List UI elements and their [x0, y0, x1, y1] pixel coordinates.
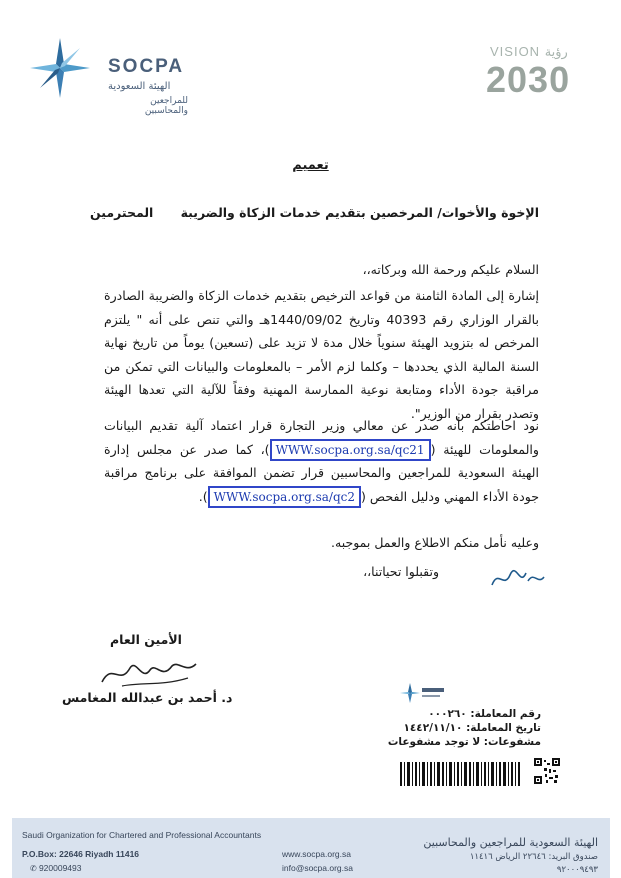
- paragraph-1: إشارة إلى المادة الثامنة من قواعد الترخيص بتقديم خدمات الزكاة والضريبة الصادرة بالقرار الوزاري رقم 40393 وتاريخ 1440/09/02هـ والتي تنص على أنه " يلتزم المرخص له بتزويد الهيئة سنوياً خلال مدة لا تزيد على (تسعين) يوماً من تاريخ نهاية السنة المالية الذي يحددها – وكلما لزم الأمر – بالمعلومات والبيانات التي تمكن من مراقبة جودة الأداء ومتابعة نوعية الممارسة المهنية وفقاً للآلية التي تعدها الهيئة وتصدر بقرار من الوزير".: [104, 288, 540, 421]
- handwritten-signature: [92, 652, 202, 692]
- letter-heading: تعميم: [292, 158, 329, 173]
- paragraph-2: [104, 414, 539, 508]
- footer-website[interactable]: www.socpa.org.sa: [282, 849, 351, 859]
- socpa-arabic-name: الهيئة السعودية: [108, 81, 171, 92]
- footer-phone-number: 920009493: [38, 863, 82, 873]
- socpa-name: SOCPA: [108, 56, 185, 77]
- footer-org-english: Saudi Organization for Chartered and Professional Accountants: [22, 830, 262, 840]
- socpa-star-icon: [28, 36, 92, 100]
- socpa-mini-logo: [400, 682, 446, 704]
- vision-2030-logo: [484, 44, 596, 106]
- signatory-title: الأمين العام: [110, 632, 182, 647]
- closing-regards: وتقبلوا تحياتنا،،: [363, 564, 439, 579]
- paragraph-2-part-1: نود احاطتكم بأنه صدر عن معالي وزير التجارة قرار اعتماد آلية تقديم البيانات والمعلومات للهيئة (: [104, 418, 539, 457]
- socpa-arabic-subname: للمراجعين والمحاسبين: [144, 96, 188, 116]
- footer-po-box-arabic: صندوق البريد: ٢٢٦٤٦ الرياض ١١٤١٦: [469, 852, 598, 862]
- vision-label: VISION رؤية: [490, 44, 568, 59]
- phone-icon: ✆: [30, 864, 39, 873]
- footer-email[interactable]: info@socpa.org.sa: [282, 863, 354, 873]
- transaction-attachments: مشفوعات: لا توجد مشفوعات: [387, 736, 541, 748]
- qc2-link[interactable]: WWW.socpa.org.sa/qc2: [208, 486, 361, 508]
- vision-year: 2030: [486, 59, 571, 100]
- qr-code-icon: [534, 758, 560, 784]
- barcode-icon: [400, 762, 520, 786]
- footer-org-arabic: الهيئة السعودية للمراجعين والمحاسبين: [423, 836, 598, 849]
- greeting: السلام عليكم ورحمة الله وبركاته،،: [362, 262, 539, 277]
- transaction-date: تاريخ المعاملة: ١٤٤٢/١١/١٠: [403, 722, 541, 734]
- footer-phone-arabic: ٩٢٠٠٠٩٤٩٣: [556, 865, 598, 875]
- footer-po-box: P.O.Box: 22646 Riyadh 11416: [22, 849, 140, 859]
- honorific: المحترمين: [90, 205, 154, 220]
- paragraph-2-part-2: )، كما صدر عن مجلس إدارة الهيئة السعودية للمراجعين والمحاسبين قرار تضمن الموافقة على برنامج مراقبة جودة الأداء المهني ودليل الفحص (: [104, 441, 539, 504]
- transaction-number: رقم المعاملة: ٠٠٠٢٦٠: [428, 708, 541, 720]
- addressee: الإخوة والأخوات/ المرخصين بتقديم خدمات الزكاة والضريبة: [180, 205, 539, 220]
- initials-signature: [488, 563, 548, 593]
- closing-request: وعليه نأمل منكم الاطلاع والعمل بموجبه.: [331, 535, 539, 550]
- footer: [12, 818, 610, 878]
- paragraph-2-part-3: ).: [198, 488, 208, 504]
- signatory-name: د. أحمد بن عبدالله المغامس: [62, 690, 233, 705]
- footer-phone: [30, 863, 81, 873]
- socpa-logo: [28, 34, 188, 124]
- qc21-link[interactable]: WWW.socpa.org.sa/qc21: [270, 439, 431, 461]
